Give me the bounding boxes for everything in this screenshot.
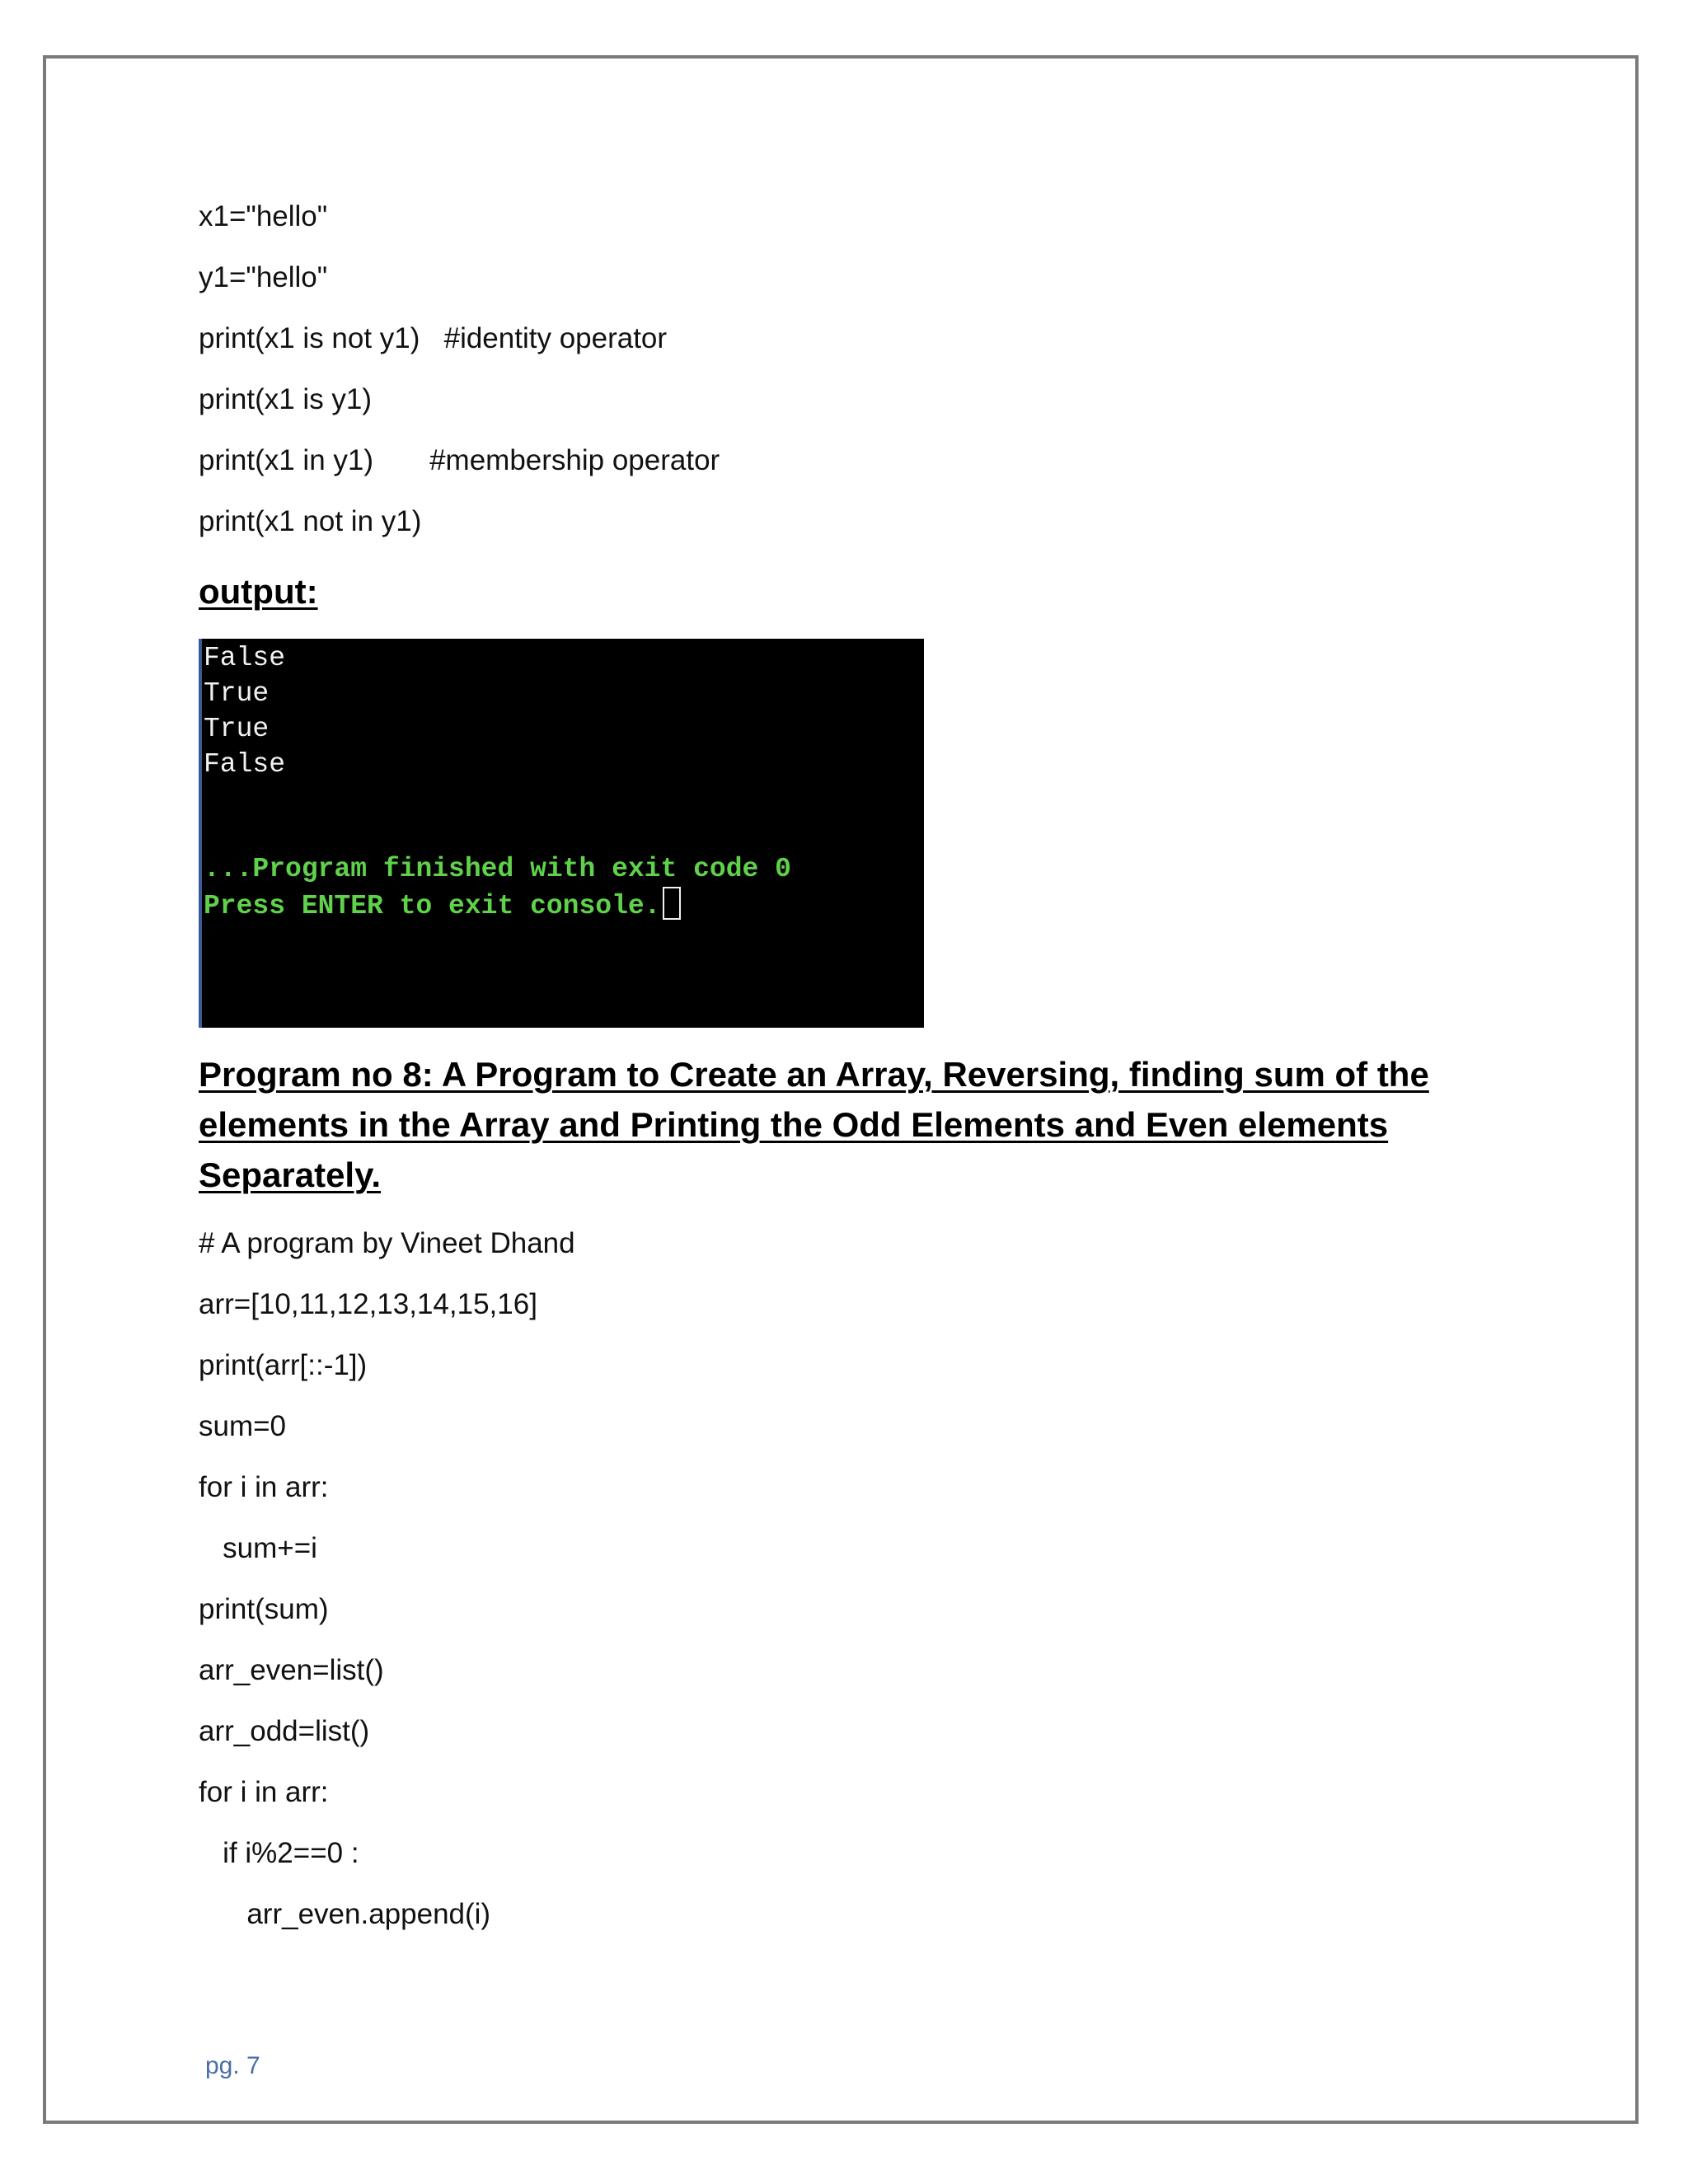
code-line: arr_even=list() — [199, 1654, 384, 1686]
code-line: sum=0 — [199, 1410, 287, 1442]
code-line: x1="hello" — [199, 200, 328, 232]
console-output-screenshot — [199, 639, 924, 1028]
console-prompt-line — [204, 887, 681, 924]
console-finish-message: ...Program finished with exit code 0 — [204, 854, 791, 884]
code-line: for i in arr: — [199, 1776, 329, 1808]
console-result-line: True — [204, 714, 270, 744]
code-line: print(arr[::-1]) — [199, 1349, 368, 1381]
console-result-line: True — [204, 678, 270, 709]
output-heading: output: — [199, 572, 318, 611]
code-line: print(x1 not in y1) — [199, 505, 422, 537]
page-number: pg. 7 — [205, 2052, 260, 2079]
code-line: for i in arr: — [199, 1471, 329, 1503]
code-line: print(sum) — [199, 1593, 329, 1625]
code-line: print(x1 in y1) #membership operator — [199, 444, 720, 476]
code-line: print(x1 is not y1) #identity operator — [199, 322, 668, 354]
code-line: arr_odd=list() — [199, 1715, 370, 1747]
code-line: # A program by Vineet Dhand — [199, 1227, 575, 1259]
code-line: arr=[10,11,12,13,14,15,16] — [199, 1288, 537, 1320]
console-result-line: False — [204, 749, 286, 780]
program-heading: Program no 8: A Program to Create an Array, Reversing, finding sum of the elements in the Array and Printing the Odd Elements and Even elements Separately. — [199, 1055, 1429, 1194]
code-line: print(x1 is y1) — [199, 383, 373, 415]
code-line: if i%2==0 : — [199, 1837, 359, 1869]
code-line: sum+=i — [199, 1532, 317, 1564]
code-line: y1="hello" — [199, 261, 328, 293]
console-prompt-message: Press ENTER to exit console. — [204, 891, 661, 921]
cursor-icon — [663, 887, 681, 920]
code-line: arr_even.append(i) — [199, 1898, 491, 1930]
console-result-line: False — [204, 643, 286, 673]
